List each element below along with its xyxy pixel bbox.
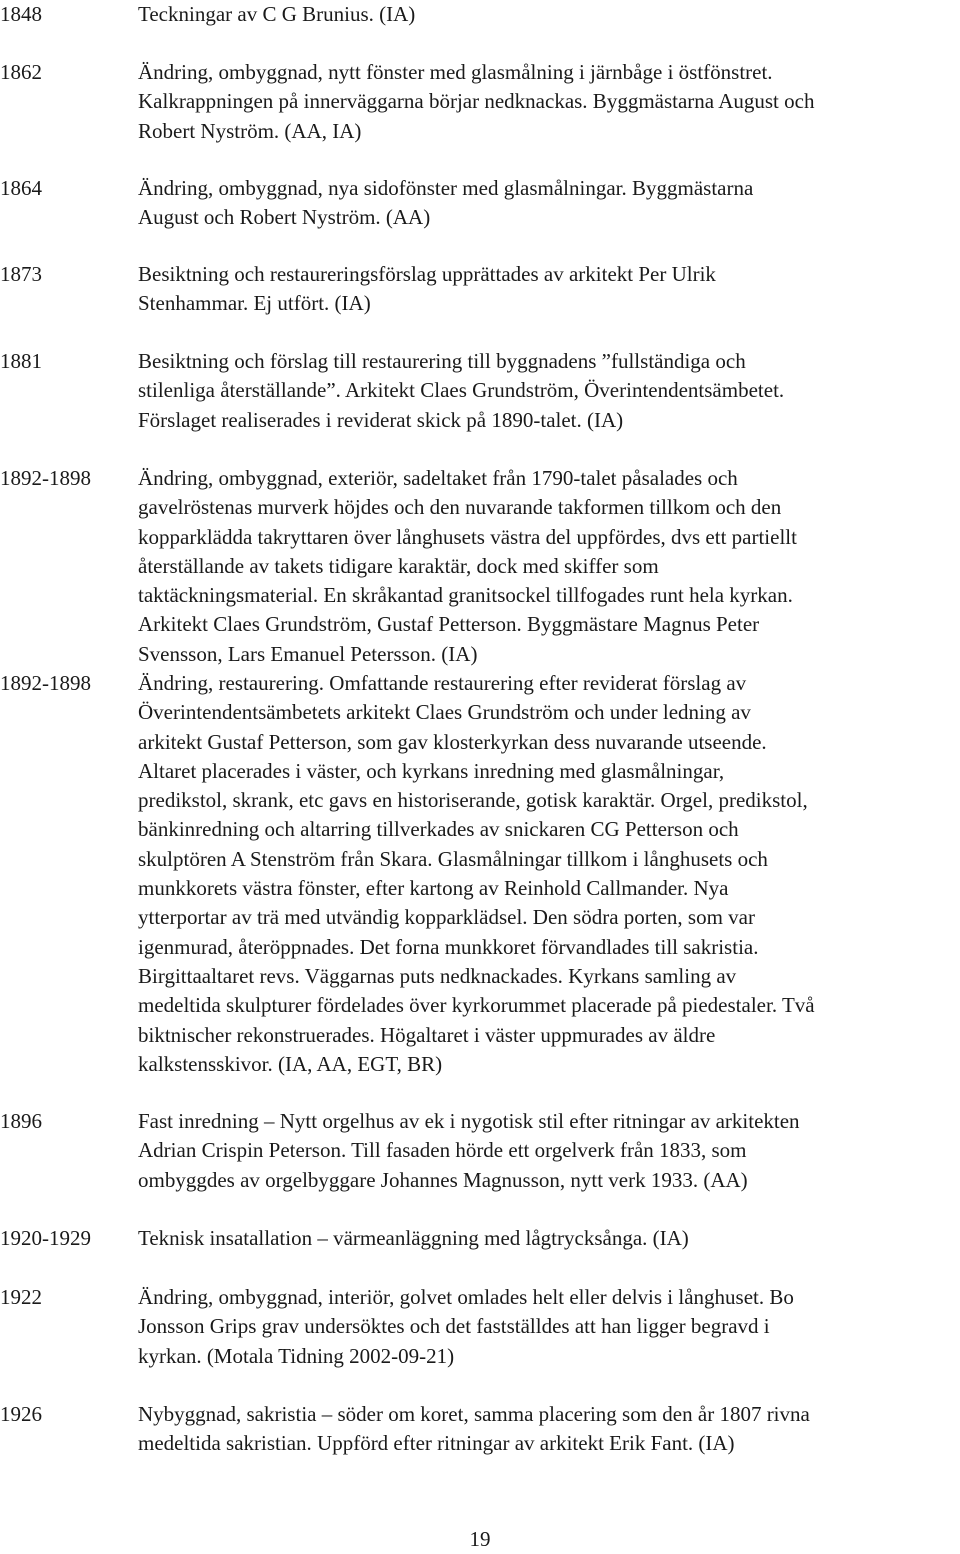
entry-1920-1929 — [0, 1224, 956, 1253]
entry-text — [138, 347, 956, 435]
entry-line: medeltida skulpturer fördelades över kyrkorummet placerade på piedestaler. Två — [138, 993, 815, 1018]
entry-text — [138, 464, 956, 669]
entry-1896 — [0, 1107, 956, 1195]
entry-line: Ändring, ombyggnad, nytt fönster med glasmålning i järnbåge i östfönstret. — [138, 60, 773, 84]
entry-line: Arkitekt Claes Grundström, Gustaf Petterson. Byggmästare Magnus Peter — [138, 612, 760, 637]
entry-year: 1881 — [0, 349, 42, 373]
entry-text — [138, 1224, 956, 1253]
entry-line: arkitekt Gustaf Petterson, som gav klosterkyrkan dess nuvarande utseende. — [138, 729, 767, 754]
entry-year: 1922 — [0, 1285, 42, 1309]
entry-text — [138, 58, 956, 146]
entry-line: Ändring, ombyggnad, nya sidofönster med glasmålningar. Byggmästarna — [138, 176, 754, 200]
entry-line: predikstol, skrank, etc gavs en historiserande, gotisk karaktär. Orgel, predikstol, — [138, 788, 808, 813]
entry-line: munkkorets västra fönster, efter kartong av Reinhold Callmander. Nya — [138, 876, 729, 901]
entry-line: igenmurad, återöppnades. Det forna munkkoret förvandlades till sakristia. — [138, 934, 759, 959]
entry-1892-1898-restoration — [0, 669, 956, 1079]
entry-line: taktäckningsmaterial. En skråkantad granitsockel tillfogades runt hela kyrkan. — [138, 583, 793, 608]
entry-line: Överintendentsämbetets arkitekt Claes Grundström och under ledning av — [138, 700, 751, 725]
entry-year: 1873 — [0, 262, 42, 286]
entry-line: Adrian Crispin Peterson. Till fasaden hörde ett orgelverk från 1833, som — [138, 1138, 747, 1163]
entry-1873 — [0, 260, 956, 319]
entry-line: ombyggdes av orgelbyggare Johannes Magnusson, nytt verk 1933. (AA) — [138, 1167, 748, 1192]
entry-1881 — [0, 347, 956, 435]
entry-text — [138, 669, 956, 1079]
entry-line: Nybyggnad, sakristia – söder om koret, samma placering som den år 1807 rivna — [138, 1402, 810, 1426]
entry-line: Fast inredning – Nytt orgelhus av ek i nygotisk stil efter ritningar av arkitekten — [138, 1109, 800, 1133]
entry-line: Stenhammar. Ej utfört. (IA) — [138, 291, 371, 316]
entry-year: 1892-1898 — [0, 466, 91, 490]
entry-line: Ändring, ombyggnad, interiör, golvet omlades helt eller delvis i långhuset. Bo — [138, 1285, 794, 1309]
entry-year: 1920-1929 — [0, 1226, 91, 1250]
entry-line: Förslaget realiserades i reviderat skick på 1890-talet. (IA) — [138, 407, 624, 432]
entry-year: 1926 — [0, 1402, 42, 1426]
entry-line: stilenliga återställande”. Arkitekt Claes Grundström, Överintendentsämbetet. — [138, 378, 785, 403]
entry-line: gavelröstenas murverk höjdes och den nuvarande takformen tillkom och den — [138, 495, 782, 520]
entry-line: Besiktning och restaureringsförslag upprättades av arkitekt Per Ulrik — [138, 262, 716, 286]
page-number: 19 — [469, 1527, 491, 1551]
entry-line: Teckningar av C G Brunius. (IA) — [138, 2, 416, 26]
entry-line: Ändring, restaurering. Omfattande restaurering efter reviderat förslag av — [138, 671, 747, 695]
entry-line: Svensson, Lars Emanuel Petersson. (IA) — [138, 641, 478, 666]
entry-text — [138, 0, 956, 29]
entry-line: Teknisk insatallation – värmeanläggning med lågtrycksånga. (IA) — [138, 1226, 689, 1250]
entry-text — [138, 260, 956, 319]
entry-text — [138, 1107, 956, 1195]
entry-line: biktnischer rekonstruerades. Högaltaret i väster uppmurades av äldre — [138, 1022, 716, 1047]
entry-line: bänkinredning och altarring tillverkades av snickaren CG Petterson och — [138, 817, 739, 842]
entry-line: Robert Nyström. (AA, IA) — [138, 118, 362, 143]
entry-line: Altaret placerades i väster, och kyrkans inredning med glasmålningar, — [138, 758, 725, 783]
entry-line: Birgittaaltaret revs. Väggarnas puts nedknackades. Kyrkans samling av — [138, 963, 737, 988]
entry-year: 1862 — [0, 60, 42, 84]
entry-1892-1898-exterior — [0, 464, 956, 669]
entry-line: Besiktning och förslag till restaurering till byggnadens ”fullständiga och — [138, 349, 746, 373]
entry-1864 — [0, 174, 956, 233]
entry-line: kalkstensskivor. (IA, AA, EGT, BR) — [138, 1051, 443, 1076]
entry-year: 1864 — [0, 176, 42, 200]
entry-line: återställande av takets tidigare karaktär, dock med skiffer som — [138, 553, 659, 578]
entry-line: skulptören A Stenström från Skara. Glasmålningar tillkom i långhusets och — [138, 846, 768, 871]
entry-year: 1896 — [0, 1109, 42, 1133]
entry-year: 1848 — [0, 2, 42, 26]
entry-text — [138, 1283, 956, 1371]
entry-1922 — [0, 1283, 956, 1371]
entry-line: medeltida sakristian. Uppförd efter ritningar av arkitekt Erik Fant. (IA) — [138, 1431, 735, 1456]
entry-line: kyrkan. (Motala Tidning 2002-09-21) — [138, 1343, 455, 1368]
entry-line: Ändring, ombyggnad, exteriör, sadeltaket från 1790-talet påsalades och — [138, 466, 738, 490]
entry-line: Kalkrappningen på innerväggarna börjar nedknackas. Byggmästarna August och — [138, 89, 815, 114]
entry-text — [138, 174, 956, 233]
entry-line: August och Robert Nyström. (AA) — [138, 205, 431, 230]
entry-1926 — [0, 1400, 956, 1459]
entry-1862 — [0, 58, 956, 146]
entry-1848 — [0, 0, 956, 29]
entry-line: Jonsson Grips grav undersöktes och det fastställdes att han ligger begravd i — [138, 1314, 770, 1339]
entry-line: kopparklädda takryttaren över långhusets västra del uppfördes, dvs ett partiellt — [138, 524, 797, 549]
entry-year: 1892-1898 — [0, 671, 91, 695]
entry-text — [138, 1400, 956, 1459]
entry-line: ytterportar av trä med utvändig kopparklädsel. Den södra porten, som var — [138, 905, 755, 930]
